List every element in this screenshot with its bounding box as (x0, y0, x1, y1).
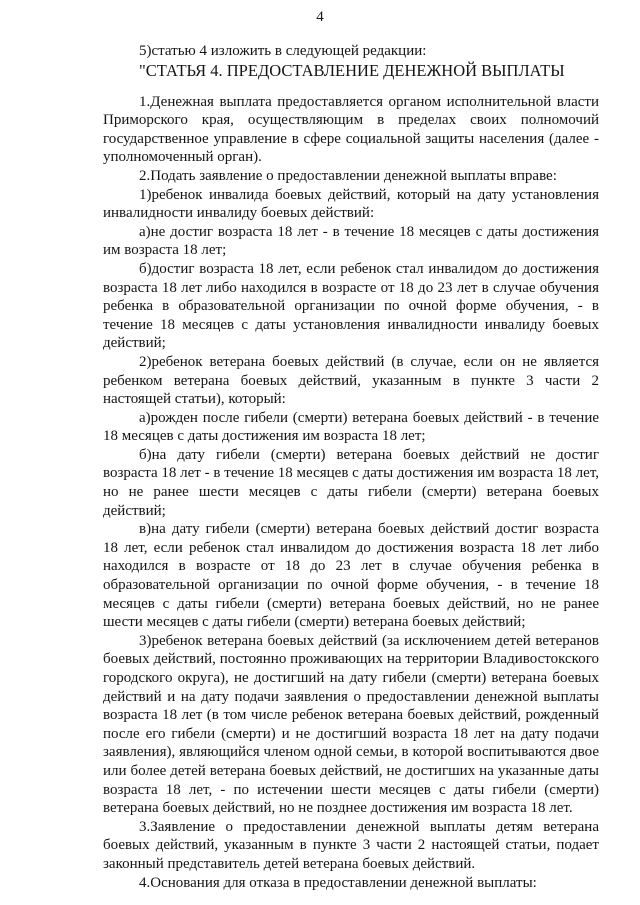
paragraph-subitem-1a: а)не достиг возраста 18 лет - в течение 18 месяцев с даты достижения им возраста 18 лет; (103, 223, 599, 259)
paragraph-subitem-2b: б)на дату гибели (смерти) ветерана боевых действий не достиг возраста 18 лет - в течение 18 месяцев с даты достижения им возраста 18 лет, но не ранее шести месяцев с даты гибели (смерти) ветерана боевых действий; (103, 446, 599, 519)
amendment-intro: 5)статью 4 изложить в следующей редакции: (139, 43, 427, 59)
paragraph-part-2: 2.Подать заявление о предоставлении денежной выплаты вправе: (139, 167, 557, 184)
page-number: 4 (316, 9, 324, 25)
document-body (103, 42, 599, 892)
paragraph-part-1: 1.Денежная выплата предоставляется органом исполнительной власти Приморского края, осуществляющим в пределах своих полномочий государственное управление в сфере социальной защиты населения (далее - уполномоченный орган). (103, 93, 599, 166)
paragraph-subitem-2v: в)на дату гибели (смерти) ветерана боевых действий достиг возраста 18 лет, если ребенок стал инвалидом до достижения возраста 18 лет либо находился в возрасте от 18 до 23 лет в случае обучения ребенка в образовательной организации по очной форме обучения, - в течение 18 месяцев с даты гибели (смерти) ветерана боевых действий, но не ранее шести месяцев с даты гибели (смерти) ветерана боевых действий; (103, 521, 599, 631)
paragraph-item-2: 2)ребенок ветерана боевых действий (в случае, если он не является ребенком ветерана боевых действий, указанным в пункте 3 части 2 настоящей статьи), который: (103, 353, 599, 408)
paragraph-subitem-2a: а)рожден после гибели (смерти) ветерана боевых действий - в течение 18 месяцев с даты достижения им возраста 18 лет; (103, 409, 599, 445)
paragraph-subitem-1b: б)достиг возраста 18 лет, если ребенок стал инвалидом до достижения возраста 18 лет либо находился в возрасте от 18 до 23 лет в случае обучения ребенка в образовательной организации по очной форме обучения, - в течение 18 месяцев с даты установления инвалидности инвалиду боевых действий; (103, 260, 599, 352)
article-title: "СТАТЬЯ 4. ПРЕДОСТАВЛЕНИЕ ДЕНЕЖНОЙ ВЫПЛАТЫ (139, 60, 565, 80)
paragraph-part-3: 3.Заявление о предоставлении денежной выплаты детям ветерана боевых действий, указанным в пункте 3 части 2 настоящей статьи, подает законный представитель детей ветерана боевых действий. (103, 818, 599, 872)
paragraph-item-3: 3)ребенок ветерана боевых действий (за исключением детей ветеранов боевых действий, постоянно проживающих на территории Владивостокского городского округа), не достигший на дату гибели (смерти) ветерана боевых действий и на дату подачи заявления о предоставлении денежной выплаты возраста 18 лет (в том числе ребенок ветерана боевых действий, рожденный после его гибели (смерти) и не достигший возраста 18 лет на дату подачи заявления), являющийся членом одной семьи, в которой воспитываются двое или более детей ветерана боевых действий, не достигших на указанные даты возраста 18 лет, - по истечении шести месяцев с даты гибели (смерти) ветерана боевых действий, но не позднее достижения им возраста 18 лет. (103, 632, 599, 817)
paragraph-item-1: 1)ребенок инвалида боевых действий, который на дату установления инвалидности инвалиду боевых действий: (103, 186, 599, 222)
paragraph-part-4: 4.Основания для отказа в предоставлении денежной выплаты: (139, 874, 537, 891)
